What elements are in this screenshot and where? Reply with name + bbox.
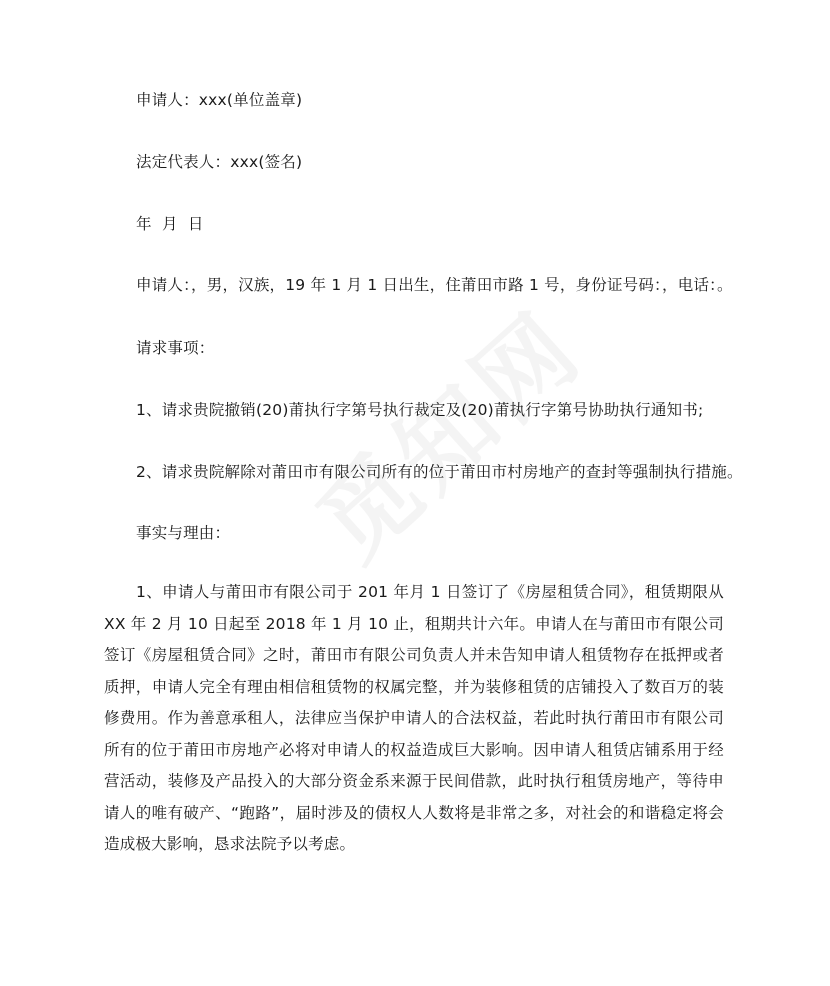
request-item-1: 1、请求贵院撤销(20)莆执行字第号执行裁定及(20)莆执行字第号协助执行通知书; xyxy=(136,401,704,419)
request-item-2: 2、请求贵院解除对莆田市有限公司所有的位于莆田市村房地产的查封等强制执行措施。 xyxy=(136,463,743,481)
applicant-signature-line: 申请人：xxx(单位盖章) xyxy=(136,91,303,109)
legal-representative-signature-line: 法定代表人：xxx(签名) xyxy=(136,153,303,171)
facts-paragraph: 1、申请人与莆田市有限公司于 201 年月 1 日签订了《房屋租赁合同》，租赁期限从 XX 年 2 月 10 日起至 2018 年 1 月 10 止，租期共计六年。申请人在与莆田市有限公司签订《房屋租赁合同》之时，莆田市有限公司负责人并未告知申请人租赁物存在抵押或者质押，申请人完全有理由相信租赁物的权属完整，并为装修租赁的店铺投入了数百万的装修费用。作为善意承租人，法律应当保护申请人的合法权益，若此时执行莆田市有限公司所有的位于莆田市房地产必将对申请人的权益造成巨大影响。因申请人租赁店铺系用于经营活动，装修及产品投入的大部分资金系来源于民间借款，此时执行租赁房地产，等待申请人的唯有破产、“跑路”，届时涉及的债权人人数将是非常之多，对社会的和谐稳定将会造成极大影响，恳求法院予以考虑。 xyxy=(104,583,724,853)
date-line: 年 月 日 xyxy=(136,215,204,233)
facts-heading: 事实与理由： xyxy=(136,524,231,542)
applicant-info-line: 申请人：，男，汉族，19 年 1 月 1 日出生，住莆田市路 1 号，身份证号码：，电话：。 xyxy=(136,276,733,294)
requests-heading: 请求事项： xyxy=(136,339,215,357)
watermark xyxy=(271,265,619,595)
